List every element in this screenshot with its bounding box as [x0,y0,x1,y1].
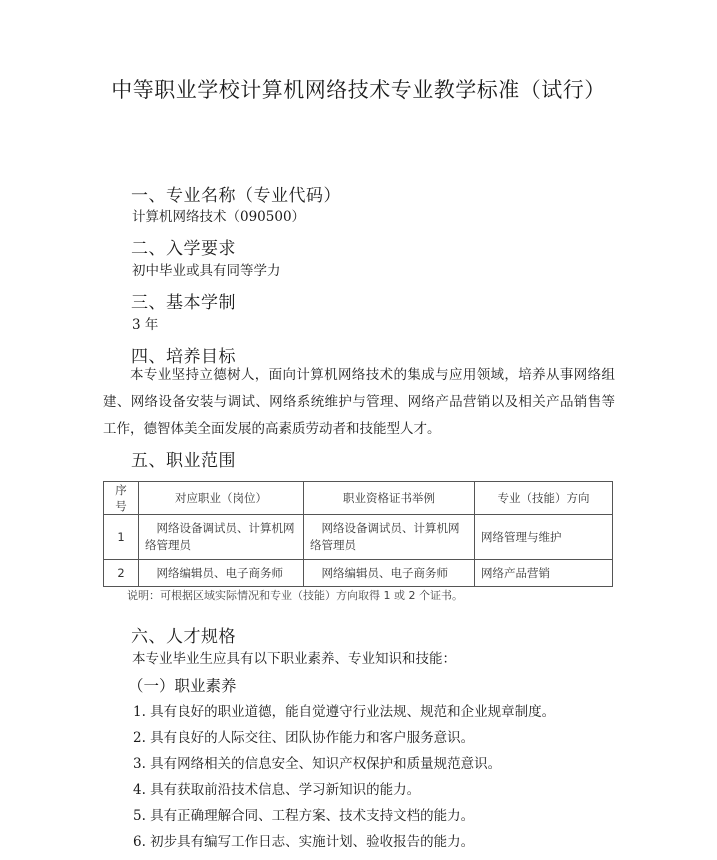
table-row [104,560,613,587]
table-cell: 网络编辑员、电子商务师 [139,560,304,587]
table-cell: 网络管理与维护 [475,515,613,560]
major-name-text: 计算机网络技术（090500） [132,209,306,225]
section-heading-admission: 二、入学要求 [131,239,236,259]
list-item: 3. 具有网络相关的信息安全、知识产权保护和质量规范意识。 [133,756,502,772]
objectives-paragraph: 本专业坚持立德树人，面向计算机网络技术的集成与应用领域，培养从事网络组建、网络设备安装与调试、网络系统维护与管理、网络产品营销以及相关产品销售等工作，德智体美全面发展的高素质劳动者和技能型人才。 [103,367,615,437]
list-item: 1. 具有良好的职业道德，能自觉遵守行业法规、规范和企业规章制度。 [133,704,556,720]
table-header-cell: 序号 [104,482,139,515]
table-cell: 网络设备调试员、计算机网络管理员 [139,515,304,560]
table-note: 说明：可根据区域实际情况和专业（技能）方向取得 1 或 2 个证书。 [127,589,463,602]
table-cell: 2 [104,560,139,587]
section-heading-objectives: 四、培养目标 [131,347,236,367]
list-item: 4. 具有获取前沿技术信息、学习新知识的能力。 [133,782,421,798]
table-row [104,515,613,560]
section-heading-career-scope: 五、职业范围 [131,451,236,471]
career-scope-table [103,481,613,587]
table-header-cell: 专业（技能）方向 [475,482,613,515]
list-item: 6. 初步具有编写工作日志、实施计划、验收报告的能力。 [133,834,475,850]
list-item: 2. 具有良好的人际交往、团队协作能力和客户服务意识。 [133,730,475,746]
section-heading-duration: 三、基本学制 [131,293,236,313]
table-header-cell: 对应职业（岗位） [139,482,304,515]
table-header-row [104,482,613,515]
duration-text: 3 年 [132,317,159,333]
subsection-heading-professional-quality: （一）职业素养 [128,677,237,695]
section-heading-major-name: 一、专业名称（专业代码） [131,186,341,206]
admission-text: 初中毕业或具有同等学力 [132,263,281,279]
table-cell: 1 [104,515,139,560]
section-heading-talent-spec: 六、人才规格 [131,627,236,647]
list-item: 5. 具有正确理解合同、工程方案、技术支持文档的能力。 [133,808,475,824]
table-cell: 网络编辑员、电子商务师 [304,560,475,587]
table-cell: 网络设备调试员、计算机网络管理员 [304,515,475,560]
table-header-cell: 职业资格证书举例 [304,482,475,515]
table-cell: 网络产品营销 [475,560,613,587]
talent-spec-intro: 本专业毕业生应具有以下职业素养、专业知识和技能： [132,651,456,667]
document-title: 中等职业学校计算机网络技术专业教学标准（试行） [111,78,606,102]
